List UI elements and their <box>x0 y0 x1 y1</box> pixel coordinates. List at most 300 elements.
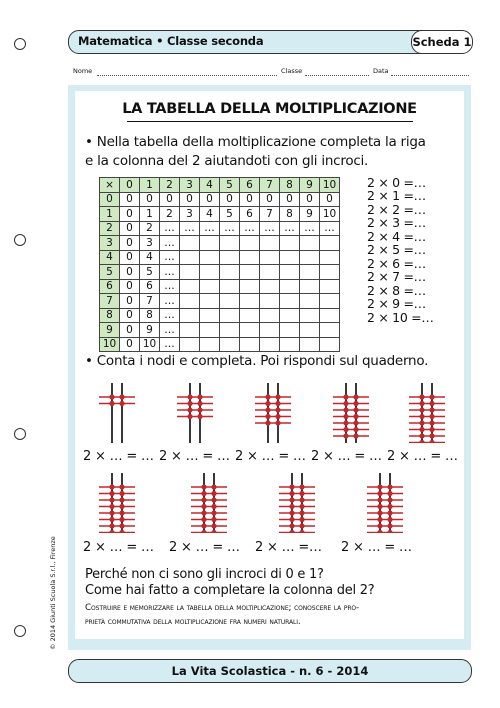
table-cell[interactable]: … <box>180 221 200 236</box>
table-header-cell: 9 <box>300 178 320 193</box>
equation-blank[interactable]: 2 × … = … <box>159 449 230 464</box>
abacus-knot <box>119 401 124 406</box>
table-cell[interactable] <box>260 250 280 265</box>
abacus-knot <box>343 414 348 419</box>
abacus-knot <box>387 523 392 528</box>
abacus-knot <box>275 414 280 419</box>
abacus-knot <box>109 484 114 489</box>
abacus-knot <box>387 504 392 509</box>
sheet-badge: Scheda 1 <box>411 30 473 54</box>
table-cell: 2 <box>160 207 180 222</box>
abacus-knot <box>353 401 358 406</box>
table-cell: 10 <box>320 207 340 222</box>
abacus-knot <box>211 510 216 515</box>
abacus-knot <box>275 401 280 406</box>
table-cell[interactable] <box>320 250 340 265</box>
table-cell[interactable]: … <box>200 221 220 236</box>
knot-abacus <box>329 383 373 443</box>
abacus-knot <box>429 394 434 399</box>
abacus-knot <box>211 491 216 496</box>
table-cell[interactable] <box>240 323 260 338</box>
table-cell[interactable]: 6 <box>140 279 160 294</box>
instruction-2: • Conta i nodi e completa. Poi rispondi sul quaderno. <box>85 353 429 369</box>
table-header-cell: 9 <box>100 323 120 338</box>
table-cell[interactable] <box>240 337 260 352</box>
knot-abacus <box>187 473 231 533</box>
abacus-knot <box>419 401 424 406</box>
abacus-knot <box>299 523 304 528</box>
abacus-drawing <box>251 383 295 443</box>
abacus-knot <box>265 401 270 406</box>
abacus-knot <box>211 484 216 489</box>
abacus-knot <box>265 420 270 425</box>
table-cell[interactable]: … <box>160 221 180 236</box>
table-cell[interactable] <box>220 308 240 323</box>
abacus-drawing <box>329 383 373 443</box>
table-header-cell: 7 <box>260 178 280 193</box>
table-cell[interactable] <box>320 323 340 338</box>
abacus-drawing <box>363 473 407 533</box>
table-cell[interactable] <box>260 323 280 338</box>
binder-hole <box>14 428 26 440</box>
knot-abacus <box>95 473 139 533</box>
abacus-knot <box>201 517 206 522</box>
equation-blank[interactable]: 2 × … =… <box>255 540 322 555</box>
abacus-knot <box>377 497 382 502</box>
abacus-knot <box>119 497 124 502</box>
table-cell[interactable]: … <box>160 294 180 309</box>
table-cell[interactable] <box>300 236 320 251</box>
abacus-knot <box>377 484 382 489</box>
abacus-knot <box>299 497 304 502</box>
abacus-knot <box>201 523 206 528</box>
abacus-knot <box>119 504 124 509</box>
date-label: Data <box>373 67 389 75</box>
abacus-knot <box>201 491 206 496</box>
abacus-knot <box>265 414 270 419</box>
learning-goals: Costruire e memorizzare la tabella della moltiplicazione; conoscere la pro- prietà commutativa della moltiplicazione fra numeri naturali. <box>85 603 360 627</box>
abacus-knot <box>187 394 192 399</box>
table-cell[interactable] <box>320 279 340 294</box>
worksheet-content <box>75 91 464 639</box>
table-cell[interactable] <box>300 265 320 280</box>
table-row <box>100 323 340 338</box>
abacus-knot <box>299 484 304 489</box>
header-bar <box>68 30 472 54</box>
table-header-cell: 10 <box>100 337 120 352</box>
equation-blank[interactable]: 2 × … = … <box>235 449 306 464</box>
table-cell[interactable] <box>260 279 280 294</box>
table-cell[interactable] <box>180 279 200 294</box>
equation-item[interactable]: 2 × 3 =… <box>367 215 426 231</box>
abacus-knot <box>197 394 202 399</box>
table-cell: 8 <box>280 207 300 222</box>
binder-hole <box>14 625 26 637</box>
table-cell[interactable] <box>260 308 280 323</box>
table-cell[interactable] <box>280 308 300 323</box>
abacus-knot <box>353 407 358 412</box>
table-cell[interactable]: … <box>160 337 180 352</box>
table-cell[interactable]: … <box>260 221 280 236</box>
table-cell[interactable]: 8 <box>140 308 160 323</box>
multiplication-table <box>99 177 340 352</box>
table-row <box>100 178 340 193</box>
date-field[interactable] <box>391 67 469 76</box>
abacus-knot <box>429 401 434 406</box>
table-cell[interactable] <box>240 308 260 323</box>
abacus-knot <box>289 517 294 522</box>
table-cell[interactable]: … <box>300 221 320 236</box>
table-cell[interactable] <box>320 294 340 309</box>
abacus-knot <box>377 523 382 528</box>
abacus-knot <box>343 407 348 412</box>
table-cell[interactable] <box>220 323 240 338</box>
table-header-cell: 2 <box>100 221 120 236</box>
table-cell[interactable]: … <box>160 265 180 280</box>
table-row <box>100 308 340 323</box>
question-2: Come hai fatto a completare la colonna del 2? <box>85 583 375 598</box>
table-header-cell: 1 <box>140 178 160 193</box>
equation-blank[interactable]: 2 × … = … <box>83 540 154 555</box>
abacus-drawing <box>275 473 319 533</box>
subject-label: Matematica • Classe seconda <box>78 34 264 48</box>
table-row <box>100 192 340 207</box>
knot-abacus <box>95 383 139 443</box>
table-cell[interactable] <box>220 294 240 309</box>
table-cell[interactable]: … <box>160 323 180 338</box>
abacus-knot <box>377 517 382 522</box>
abacus-knot <box>275 407 280 412</box>
table-cell[interactable] <box>320 265 340 280</box>
table-cell[interactable] <box>180 337 200 352</box>
abacus-knot <box>109 504 114 509</box>
equation-item[interactable]: 2 × 7 =… <box>367 269 426 285</box>
equation-item[interactable]: 2 × 6 =… <box>367 255 426 271</box>
table-cell: 0 <box>120 207 140 222</box>
abacus-knot <box>429 420 434 425</box>
equation-item[interactable]: 2 × 8 =… <box>367 282 426 298</box>
abacus-knot <box>429 433 434 438</box>
table-cell[interactable]: … <box>160 250 180 265</box>
table-cell: 0 <box>240 192 260 207</box>
abacus-knot <box>289 504 294 509</box>
abacus-knot <box>197 414 202 419</box>
table-cell[interactable] <box>200 337 220 352</box>
table-cell[interactable] <box>200 279 220 294</box>
abacus-knot <box>353 433 358 438</box>
abacus-drawing <box>95 473 139 533</box>
table-cell[interactable] <box>220 279 240 294</box>
table-cell[interactable] <box>300 250 320 265</box>
table-cell[interactable] <box>300 323 320 338</box>
equation-list <box>367 176 434 324</box>
abacus-knot <box>429 440 434 443</box>
abacus-knot <box>299 491 304 496</box>
table-cell[interactable] <box>180 265 200 280</box>
knot-abacus <box>173 383 217 443</box>
abacus-knot <box>343 420 348 425</box>
table-header-cell: 4 <box>100 250 120 265</box>
table-cell: 0 <box>120 265 140 280</box>
equation-item[interactable]: 2 × 4 =… <box>367 228 426 244</box>
abacus-knot <box>197 407 202 412</box>
abacus-knot <box>109 401 114 406</box>
table-cell: 0 <box>140 192 160 207</box>
abacus-drawing <box>173 383 217 443</box>
table-cell[interactable]: 9 <box>140 323 160 338</box>
abacus-knot <box>377 510 382 515</box>
equation-item[interactable]: 2 × 10 =… <box>367 309 434 325</box>
abacus-knot <box>265 407 270 412</box>
table-cell[interactable] <box>300 279 320 294</box>
abacus-knot <box>109 510 114 515</box>
equation-item[interactable]: 2 × 2 =… <box>367 201 426 217</box>
abacus-knot <box>201 530 206 533</box>
abacus-knot <box>275 394 280 399</box>
table-header-cell: 4 <box>200 178 220 193</box>
table-cell[interactable] <box>240 265 260 280</box>
table-cell[interactable] <box>200 308 220 323</box>
table-cell[interactable] <box>180 294 200 309</box>
knot-abacus <box>363 473 407 533</box>
abacus-knot <box>211 530 216 533</box>
abacus-knot <box>377 530 382 533</box>
table-cell[interactable] <box>240 279 260 294</box>
table-cell[interactable] <box>280 250 300 265</box>
table-cell[interactable] <box>280 337 300 352</box>
table-cell[interactable] <box>280 265 300 280</box>
table-cell[interactable] <box>300 294 320 309</box>
abacus-knot <box>387 497 392 502</box>
abacus-knot <box>419 433 424 438</box>
table-header-cell: 3 <box>100 236 120 251</box>
name-label: Nome <box>73 67 93 75</box>
table-cell[interactable] <box>180 323 200 338</box>
abacus-knot <box>419 414 424 419</box>
abacus-knot <box>299 530 304 533</box>
knot-abacus <box>405 383 449 443</box>
abacus-knot <box>275 420 280 425</box>
equation-blank[interactable]: 2 × … = … <box>341 540 412 555</box>
table-cell: 6 <box>240 207 260 222</box>
table-cell: 0 <box>220 192 240 207</box>
table-cell[interactable] <box>180 308 200 323</box>
abacus-knot <box>419 407 424 412</box>
abacus-knot <box>119 394 124 399</box>
table-cell[interactable]: … <box>160 279 180 294</box>
table-header-cell: 10 <box>320 178 340 193</box>
table-cell: 0 <box>120 192 140 207</box>
table-cell[interactable] <box>220 250 240 265</box>
abacus-knot <box>187 401 192 406</box>
abacus-knot <box>109 497 114 502</box>
table-cell[interactable]: 5 <box>140 265 160 280</box>
table-cell[interactable] <box>200 250 220 265</box>
abacus-knot <box>289 497 294 502</box>
table-cell: 0 <box>300 192 320 207</box>
table-cell[interactable] <box>280 236 300 251</box>
abacus-knot <box>201 504 206 509</box>
table-header-cell: 6 <box>100 279 120 294</box>
abacus-knot <box>211 497 216 502</box>
table-cell: 1 <box>140 207 160 222</box>
abacus-knot <box>119 491 124 496</box>
worksheet-panel <box>68 85 471 650</box>
equation-item[interactable]: 2 × 5 =… <box>367 242 426 258</box>
table-header-cell: × <box>100 178 120 193</box>
table-header-cell: 7 <box>100 294 120 309</box>
table-cell: 0 <box>120 279 140 294</box>
equation-blank[interactable]: 2 × … = … <box>387 449 458 464</box>
table-cell: 5 <box>220 207 240 222</box>
class-field[interactable] <box>305 67 369 76</box>
footer-bar: La Vita Scolastica - n. 6 - 2014 <box>68 659 472 683</box>
table-cell[interactable]: 3 <box>140 236 160 251</box>
abacus-knot <box>387 517 392 522</box>
table-cell[interactable] <box>200 265 220 280</box>
table-cell[interactable] <box>260 236 280 251</box>
table-cell[interactable] <box>280 279 300 294</box>
table-cell[interactable] <box>260 265 280 280</box>
abacus-knot <box>289 510 294 515</box>
table-cell[interactable] <box>300 308 320 323</box>
abacus-knot <box>289 491 294 496</box>
table-cell: 0 <box>120 337 140 352</box>
table-cell[interactable] <box>180 250 200 265</box>
abacus-knot <box>343 427 348 432</box>
abacus-knot <box>289 523 294 528</box>
title-underline <box>127 121 413 122</box>
abacus-knot <box>343 394 348 399</box>
table-cell[interactable] <box>320 337 340 352</box>
table-cell[interactable]: … <box>320 221 340 236</box>
abacus-knot <box>353 427 358 432</box>
abacus-knot <box>201 510 206 515</box>
table-header-cell: 2 <box>160 178 180 193</box>
abacus-knot <box>343 401 348 406</box>
abacus-knot <box>211 523 216 528</box>
abacus-knot <box>119 530 124 533</box>
abacus-knot <box>187 414 192 419</box>
table-cell[interactable]: … <box>280 221 300 236</box>
table-row <box>100 250 340 265</box>
table-cell: 0 <box>180 192 200 207</box>
table-cell[interactable] <box>200 323 220 338</box>
table-cell[interactable] <box>320 308 340 323</box>
abacus-knot <box>201 497 206 502</box>
abacus-knot <box>299 504 304 509</box>
table-cell: 0 <box>200 192 220 207</box>
table-cell: 3 <box>180 207 200 222</box>
abacus-knot <box>387 484 392 489</box>
table-cell[interactable] <box>300 337 320 352</box>
table-cell[interactable]: … <box>160 308 180 323</box>
table-cell: 0 <box>120 294 140 309</box>
table-cell[interactable]: … <box>220 221 240 236</box>
table-cell[interactable] <box>240 250 260 265</box>
knot-abacus <box>251 383 295 443</box>
table-cell: 0 <box>120 236 140 251</box>
table-cell: 0 <box>120 323 140 338</box>
equation-item[interactable]: 2 × 9 =… <box>367 296 426 312</box>
abacus-knot <box>299 510 304 515</box>
table-cell[interactable] <box>260 337 280 352</box>
equation-blank[interactable]: 2 × … = … <box>169 540 240 555</box>
question-1: Perché non ci sono gli incroci di 0 e 1? <box>85 567 324 582</box>
table-cell[interactable] <box>240 294 260 309</box>
abacus-knot <box>377 504 382 509</box>
abacus-knot <box>109 530 114 533</box>
table-cell[interactable] <box>200 236 220 251</box>
table-row <box>100 265 340 280</box>
table-cell[interactable]: 2 <box>140 221 160 236</box>
table-cell: 0 <box>160 192 180 207</box>
table-cell[interactable] <box>220 236 240 251</box>
table-cell: 0 <box>120 308 140 323</box>
table-cell[interactable] <box>240 236 260 251</box>
abacus-knot <box>109 491 114 496</box>
table-cell: 0 <box>120 250 140 265</box>
table-cell[interactable]: 7 <box>140 294 160 309</box>
abacus-knot <box>429 407 434 412</box>
equation-blank[interactable]: 2 × … = … <box>311 449 382 464</box>
instruction-1: • Nella tabella della moltiplicazione completa la riga e la colonna del 2 aiutandoti con gli incroci. <box>85 134 426 169</box>
name-field[interactable] <box>97 67 277 76</box>
table-cell: 4 <box>200 207 220 222</box>
equation-item[interactable]: 2 × 1 =… <box>367 188 426 204</box>
abacus-knot <box>211 504 216 509</box>
abacus-knot <box>419 440 424 443</box>
table-cell[interactable]: … <box>240 221 260 236</box>
table-cell[interactable]: 4 <box>140 250 160 265</box>
page-title: LA TABELLA DELLA MOLTIPLICAZIONE <box>122 101 417 117</box>
abacus-knot <box>289 484 294 489</box>
table-header-cell: 8 <box>100 308 120 323</box>
abacus-knot <box>299 517 304 522</box>
table-cell[interactable]: 10 <box>140 337 160 352</box>
table-header-cell: 3 <box>180 178 200 193</box>
table-cell[interactable] <box>200 294 220 309</box>
table-header-cell: 1 <box>100 207 120 222</box>
copyright-note: © 2014 Giunti Scuola S.r.l., Firenze <box>49 536 57 650</box>
table-cell[interactable] <box>280 294 300 309</box>
table-cell[interactable] <box>260 294 280 309</box>
abacus-knot <box>419 394 424 399</box>
equation-item[interactable]: 2 × 0 =… <box>367 175 426 190</box>
abacus-knot <box>119 510 124 515</box>
table-cell: 0 <box>120 221 140 236</box>
equation-blank[interactable]: 2 × … = … <box>83 449 154 464</box>
abacus-knot <box>119 523 124 528</box>
table-cell: 0 <box>280 192 300 207</box>
table-cell: 0 <box>260 192 280 207</box>
abacus-knot <box>289 530 294 533</box>
table-cell: 9 <box>300 207 320 222</box>
abacus-knot <box>429 427 434 432</box>
table-header-cell: 0 <box>100 192 120 207</box>
table-cell[interactable]: … <box>160 236 180 251</box>
abacus-knot <box>353 414 358 419</box>
table-cell[interactable] <box>320 236 340 251</box>
table-cell[interactable] <box>280 323 300 338</box>
table-cell[interactable] <box>180 236 200 251</box>
abacus-knot <box>119 517 124 522</box>
table-cell[interactable] <box>220 337 240 352</box>
abacus-knot <box>419 420 424 425</box>
student-fields <box>73 67 469 79</box>
abacus-knot <box>187 407 192 412</box>
table-cell[interactable] <box>220 265 240 280</box>
